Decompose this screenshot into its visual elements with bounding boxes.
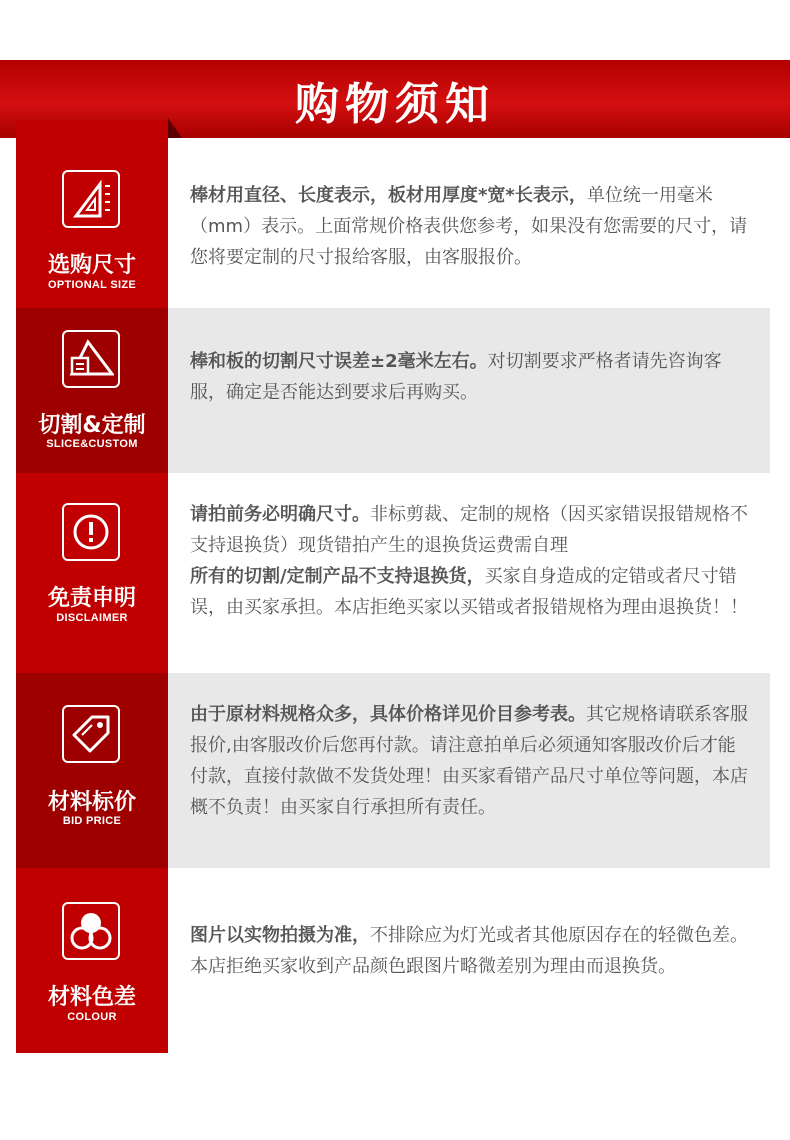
section-content: [168, 473, 770, 673]
section-body-text: 对切割要求严格者请先咨询客服，确定是否能达到要求后再购买。: [190, 351, 722, 403]
section-body-text: 非标剪裁、定制的规格（因买家错误报错规格不支持退换货）现货错拍产生的退换货运费需自理: [190, 504, 748, 556]
section-title-en: COLOUR: [67, 1011, 117, 1023]
section-title-en: DISCLAIMER: [56, 612, 128, 624]
section-bold-text: 由于原材料规格众多，具体价格详见价目参考表。: [190, 704, 586, 725]
section-title-cn: 选购尺寸: [47, 253, 136, 278]
color-circles-icon: [62, 902, 120, 960]
section-bold-text: 棒和板的切割尺寸误差±2毫米左右。: [190, 351, 488, 372]
section-text: [190, 346, 750, 408]
section-body-text: 单位统一用毫米（mm）表示。上面常规价格表供您参考，如果没有您需要的尺寸，请您将要定制的尺寸报给客服，由客服报价。: [190, 185, 748, 268]
section-title-en: BID PRICE: [62, 815, 122, 827]
section-content: [168, 120, 770, 308]
section-text: [190, 499, 750, 623]
section-optional-size: [16, 120, 770, 308]
section-title-cn: 免责申明: [47, 586, 136, 611]
section-content: [168, 308, 770, 473]
ruler-triangle-icon: [62, 170, 120, 228]
exclamation-icon: [62, 503, 120, 561]
page-title: 购物须知: [295, 79, 495, 130]
section-bid-price: [16, 673, 770, 868]
section-content: [168, 673, 770, 868]
section-colour: [16, 868, 770, 1053]
section-title-en: OPTIONAL SIZE: [47, 279, 137, 291]
section-body-text: 不排除应为灯光或者其他原因存在的轻微色差。本店拒绝买家收到产品颜色跟图片略微差别为理由而退换货。: [190, 925, 748, 977]
section-bold-text: 图片以实物拍摄为准，: [190, 925, 370, 946]
section-content: [168, 868, 770, 1053]
section-label-panel: [16, 673, 168, 868]
section-title-cn: 切割&定制: [38, 413, 146, 438]
section-text: [190, 699, 750, 823]
section-body-text-2: 买家自身造成的定错或者尺寸错误，由买家承担。本店拒绝买家以买错或者报错规格为理由退换货！！: [190, 566, 748, 618]
section-title-cn: 材料色差: [47, 985, 136, 1010]
section-label-panel: [16, 473, 168, 673]
section-label-panel: [16, 308, 168, 473]
section-label-panel: [16, 868, 168, 1053]
section-bold-text: 棒材用直径、长度表示，板材用厚度*宽*长表示，: [190, 185, 587, 206]
price-tag-icon: [62, 705, 120, 763]
section-disclaimer: [16, 473, 770, 673]
section-title-cn: 材料标价: [47, 790, 136, 815]
section-body-text: 其它规格请联系客服报价,由客服改价后您再付款。请注意拍单后必须通知客服改价后才能付款，直接付款做不发货处理！由买家看错产品尺寸单位等问题，本店概不负责！由买家自行承担所有责任。: [190, 704, 748, 818]
section-slice-custom: [16, 308, 770, 473]
section-text: [190, 920, 750, 982]
section-label-panel: [16, 120, 168, 308]
section-bold-text: 请拍前务必明确尺寸。: [190, 504, 370, 525]
section-bold-text-2: 所有的切割/定制产品不支持退换货，: [190, 566, 485, 587]
section-title-en: SLICE&CUSTOM: [46, 438, 138, 450]
section-text: [190, 180, 750, 273]
cutting-icon: [62, 330, 120, 388]
